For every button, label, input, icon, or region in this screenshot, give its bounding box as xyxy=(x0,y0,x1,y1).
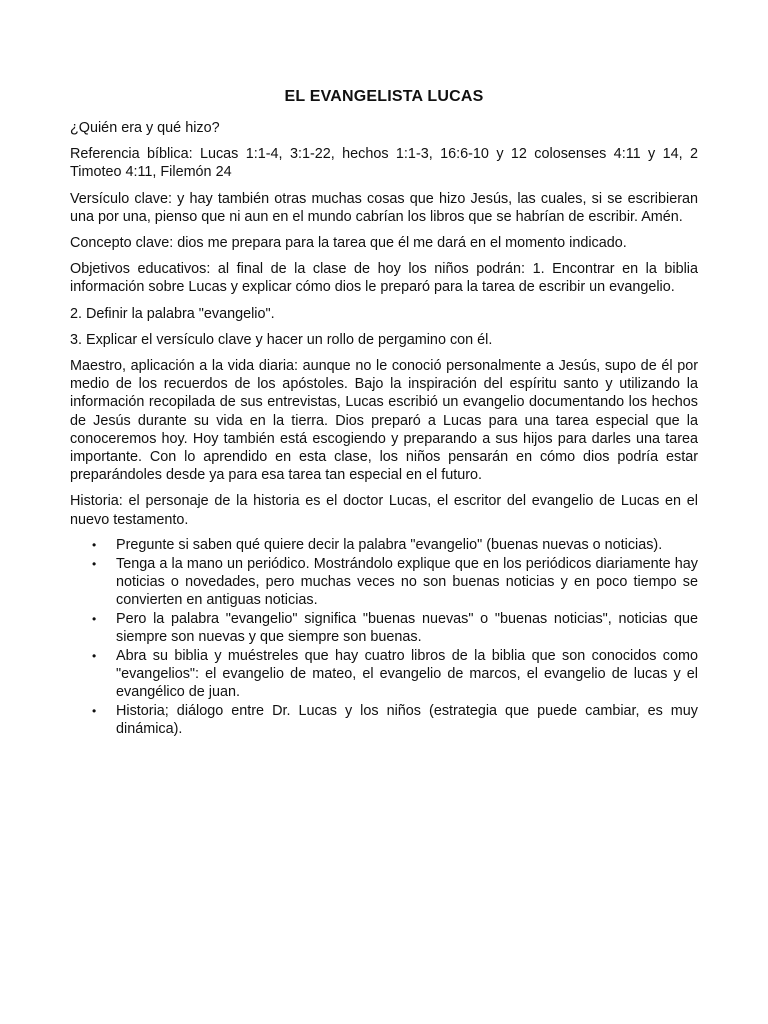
biblical-reference: Referencia bíblica: Lucas 1:1-4, 3:1-22, hechos 1:1-3, 16:6-10 y 12 colosenses 4:11 y 14, 2 Timoteo 4:11, Filemón 24 xyxy=(70,146,698,181)
teacher-application: Maestro, aplicación a la vida diaria: aunque no le conoció personalmente a Jesús, supo de él por medio de los recuerdos de los apóstoles. Bajo la inspiración del espíritu santo y utilizando la información recopilada de sus entrevistas, Lucas escribió un evangelio documentando los hechos de Jesús durante su vida en la tierra. Dios preparó a Lucas para una tarea especial que la conoceremos hoy. Hoy también está escogiendo y preparando a sus hijos para darles una tarea importante. Con lo aprendido en esta clase, los niños pensarán en cómo dios podría estar preparándoles desde ya para esa tarea tan especial en el futuro. xyxy=(70,358,698,484)
list-item-text: Abra su biblia y muéstreles que hay cuatro libros de la biblia que son conocidos como "evangelios": el evangelio de mateo, el evangelio de marcos, el evangelio de lucas y el evangélico de juan. xyxy=(116,648,698,700)
list-item-text: Tenga a la mano un periódico. Mostrándolo explique que en los periódicos diariamente hay noticias o novedades, pero muchas veces no son buenas noticias y en poco tiempo se convierten en antiguas noticias. xyxy=(116,556,698,608)
bullet-icon: • xyxy=(92,557,97,572)
educational-objectives: Objetivos educativos: al final de la clase de hoy los niños podrán: 1. Encontrar en la biblia información sobre Lucas y explicar cómo dios le preparó para la tarea de escribir un evangelio. xyxy=(70,261,698,296)
list-item-text: Pero la palabra "evangelio" significa "buenas nuevas" o "buenas noticias", noticias que siempre son nuevas y que siempre son buenas. xyxy=(116,611,698,645)
key-concept: Concepto clave: dios me prepara para la tarea que él me dará en el momento indicado. xyxy=(70,235,627,252)
list-item xyxy=(70,648,698,701)
list-item-text: Pregunte si saben qué quiere decir la palabra "evangelio" (buenas nuevas o noticias). xyxy=(116,536,663,553)
list-item xyxy=(70,703,698,738)
list-item xyxy=(70,611,698,646)
story-intro: Historia: el personaje de la historia es el doctor Lucas, el escritor del evangelio de Lucas en el nuevo testamento. xyxy=(70,493,698,528)
list-item xyxy=(70,537,698,555)
bullet-icon: • xyxy=(92,612,97,627)
bullet-icon: • xyxy=(92,649,97,664)
intro-question: ¿Quién era y qué hizo? xyxy=(70,120,220,136)
list-item xyxy=(70,556,698,609)
list-item-text: Historia; diálogo entre Dr. Lucas y los niños (estrategia que puede cambiar, es muy dinámica). xyxy=(116,703,698,737)
objective-2: 2. Definir la palabra "evangelio". xyxy=(70,305,275,322)
document-title: EL EVANGELISTA LUCAS xyxy=(284,88,484,105)
key-verse: Versículo clave: y hay también otras muchas cosas que hizo Jesús, las cuales, si se escribieran una por una, pienso que ni aun en el mundo cabrían los libros que se habrían de escribir. Amén. xyxy=(70,190,698,225)
objective-3: 3. Explicar el versículo clave y hacer un rollo de pergamino con él. xyxy=(70,331,493,348)
story-bullet-list xyxy=(70,537,698,739)
bullet-icon: • xyxy=(92,704,97,719)
bullet-icon: • xyxy=(92,537,97,552)
